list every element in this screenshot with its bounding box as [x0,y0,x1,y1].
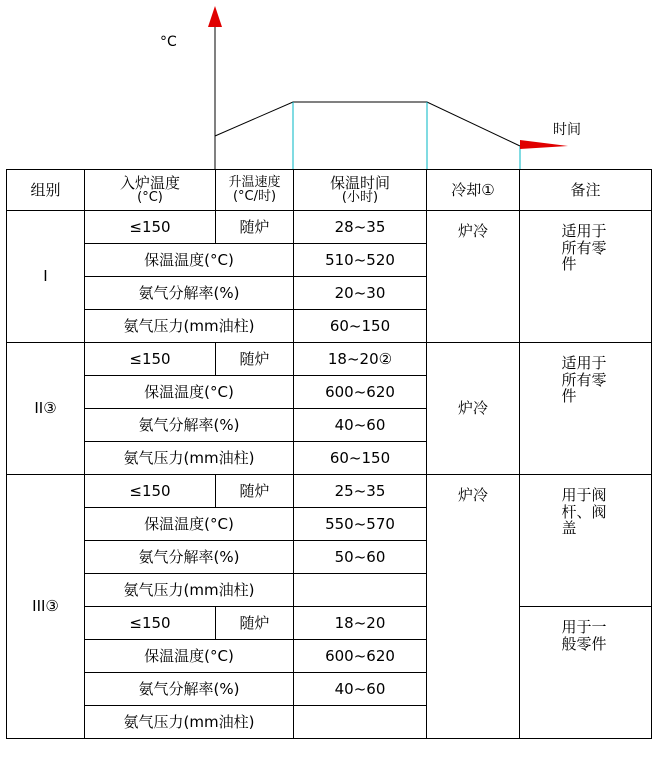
group-name: III③ [7,475,85,739]
param-label: 氨气压力(mm油柱) [85,574,294,607]
group-name: II③ [7,343,85,475]
header-holding-time-line1: 保温时间 [329,173,390,192]
remark [520,343,652,475]
header-holding-time [294,170,427,211]
holding-time: 28~35 [294,211,427,244]
entry-temp: ≤150 [85,607,216,640]
remark-text: 适用于所有零件 [561,222,607,273]
param-value: 550~570 [294,508,427,541]
header-heating-rate-line2: (°C/时) [232,189,277,204]
remark-text: 用于阀杆、阀盖 [561,486,607,537]
param-value [294,574,427,607]
x-axis-arrow [520,140,568,149]
entry-temp: ≤150 [85,475,216,508]
heating-rate: 随炉 [216,343,294,376]
remark [520,475,652,607]
param-label: 保温温度(°C) [85,244,294,277]
remark-text: 用于一般零件 [561,618,607,653]
param-label: 氨气压力(mm油柱) [85,442,294,475]
process-curve-diagram [0,0,657,170]
param-label: 氨气分解率(%) [85,673,294,706]
param-label: 保温温度(°C) [85,640,294,673]
header-entry-temp-line1: 入炉温度 [119,173,180,192]
param-label: 保温温度(°C) [85,508,294,541]
y-axis-label: °C [160,34,177,50]
param-value: 40~60 [294,673,427,706]
header-entry-temp-line2: (°C) [137,190,163,206]
holding-time: 18~20② [294,343,427,376]
x-axis-label: 时间 [553,122,581,138]
table-row [7,607,652,640]
header-heating-rate [216,170,294,211]
param-label: 氨气分解率(%) [85,541,294,574]
y-axis-arrow [208,6,222,27]
param-label: 氨气压力(mm油柱) [85,310,294,343]
table-row [7,475,652,508]
cooling-method: 炉冷 [427,475,520,739]
entry-temp: ≤150 [85,343,216,376]
param-value: 50~60 [294,541,427,574]
heating-rate: 随炉 [216,607,294,640]
cooling-method: 炉冷 [427,343,520,475]
param-value: 40~60 [294,409,427,442]
group-name: I [7,211,85,343]
holding-time: 18~20 [294,607,427,640]
header-entry-temp [85,170,216,211]
header-holding-time-line2: (小时) [341,190,379,206]
nitriding-process-table [6,169,652,739]
param-value: 20~30 [294,277,427,310]
param-value: 600~620 [294,640,427,673]
remark-text: 适用于所有零件 [561,354,607,405]
heating-rate: 随炉 [216,475,294,508]
remark [520,607,652,739]
param-label: 氨气分解率(%) [85,409,294,442]
entry-temp: ≤150 [85,211,216,244]
param-label: 氨气压力(mm油柱) [85,706,294,739]
header-group: 组别 [7,170,85,211]
param-label: 氨气分解率(%) [85,277,294,310]
header-row [7,170,652,211]
param-value: 600~620 [294,376,427,409]
header-remarks: 备注 [520,170,652,211]
remark [520,211,652,343]
heating-rate: 随炉 [216,211,294,244]
header-heating-rate-line1: 升温速度 [228,174,281,190]
param-value: 60~150 [294,442,427,475]
param-value: 60~150 [294,310,427,343]
param-value [294,706,427,739]
cooling-method: 炉冷 [427,211,520,343]
table-row [7,343,652,376]
temperature-curve [215,102,520,146]
param-label: 保温温度(°C) [85,376,294,409]
param-value: 510~520 [294,244,427,277]
header-cooling: 冷却① [427,170,520,211]
table-row [7,211,652,244]
holding-time: 25~35 [294,475,427,508]
